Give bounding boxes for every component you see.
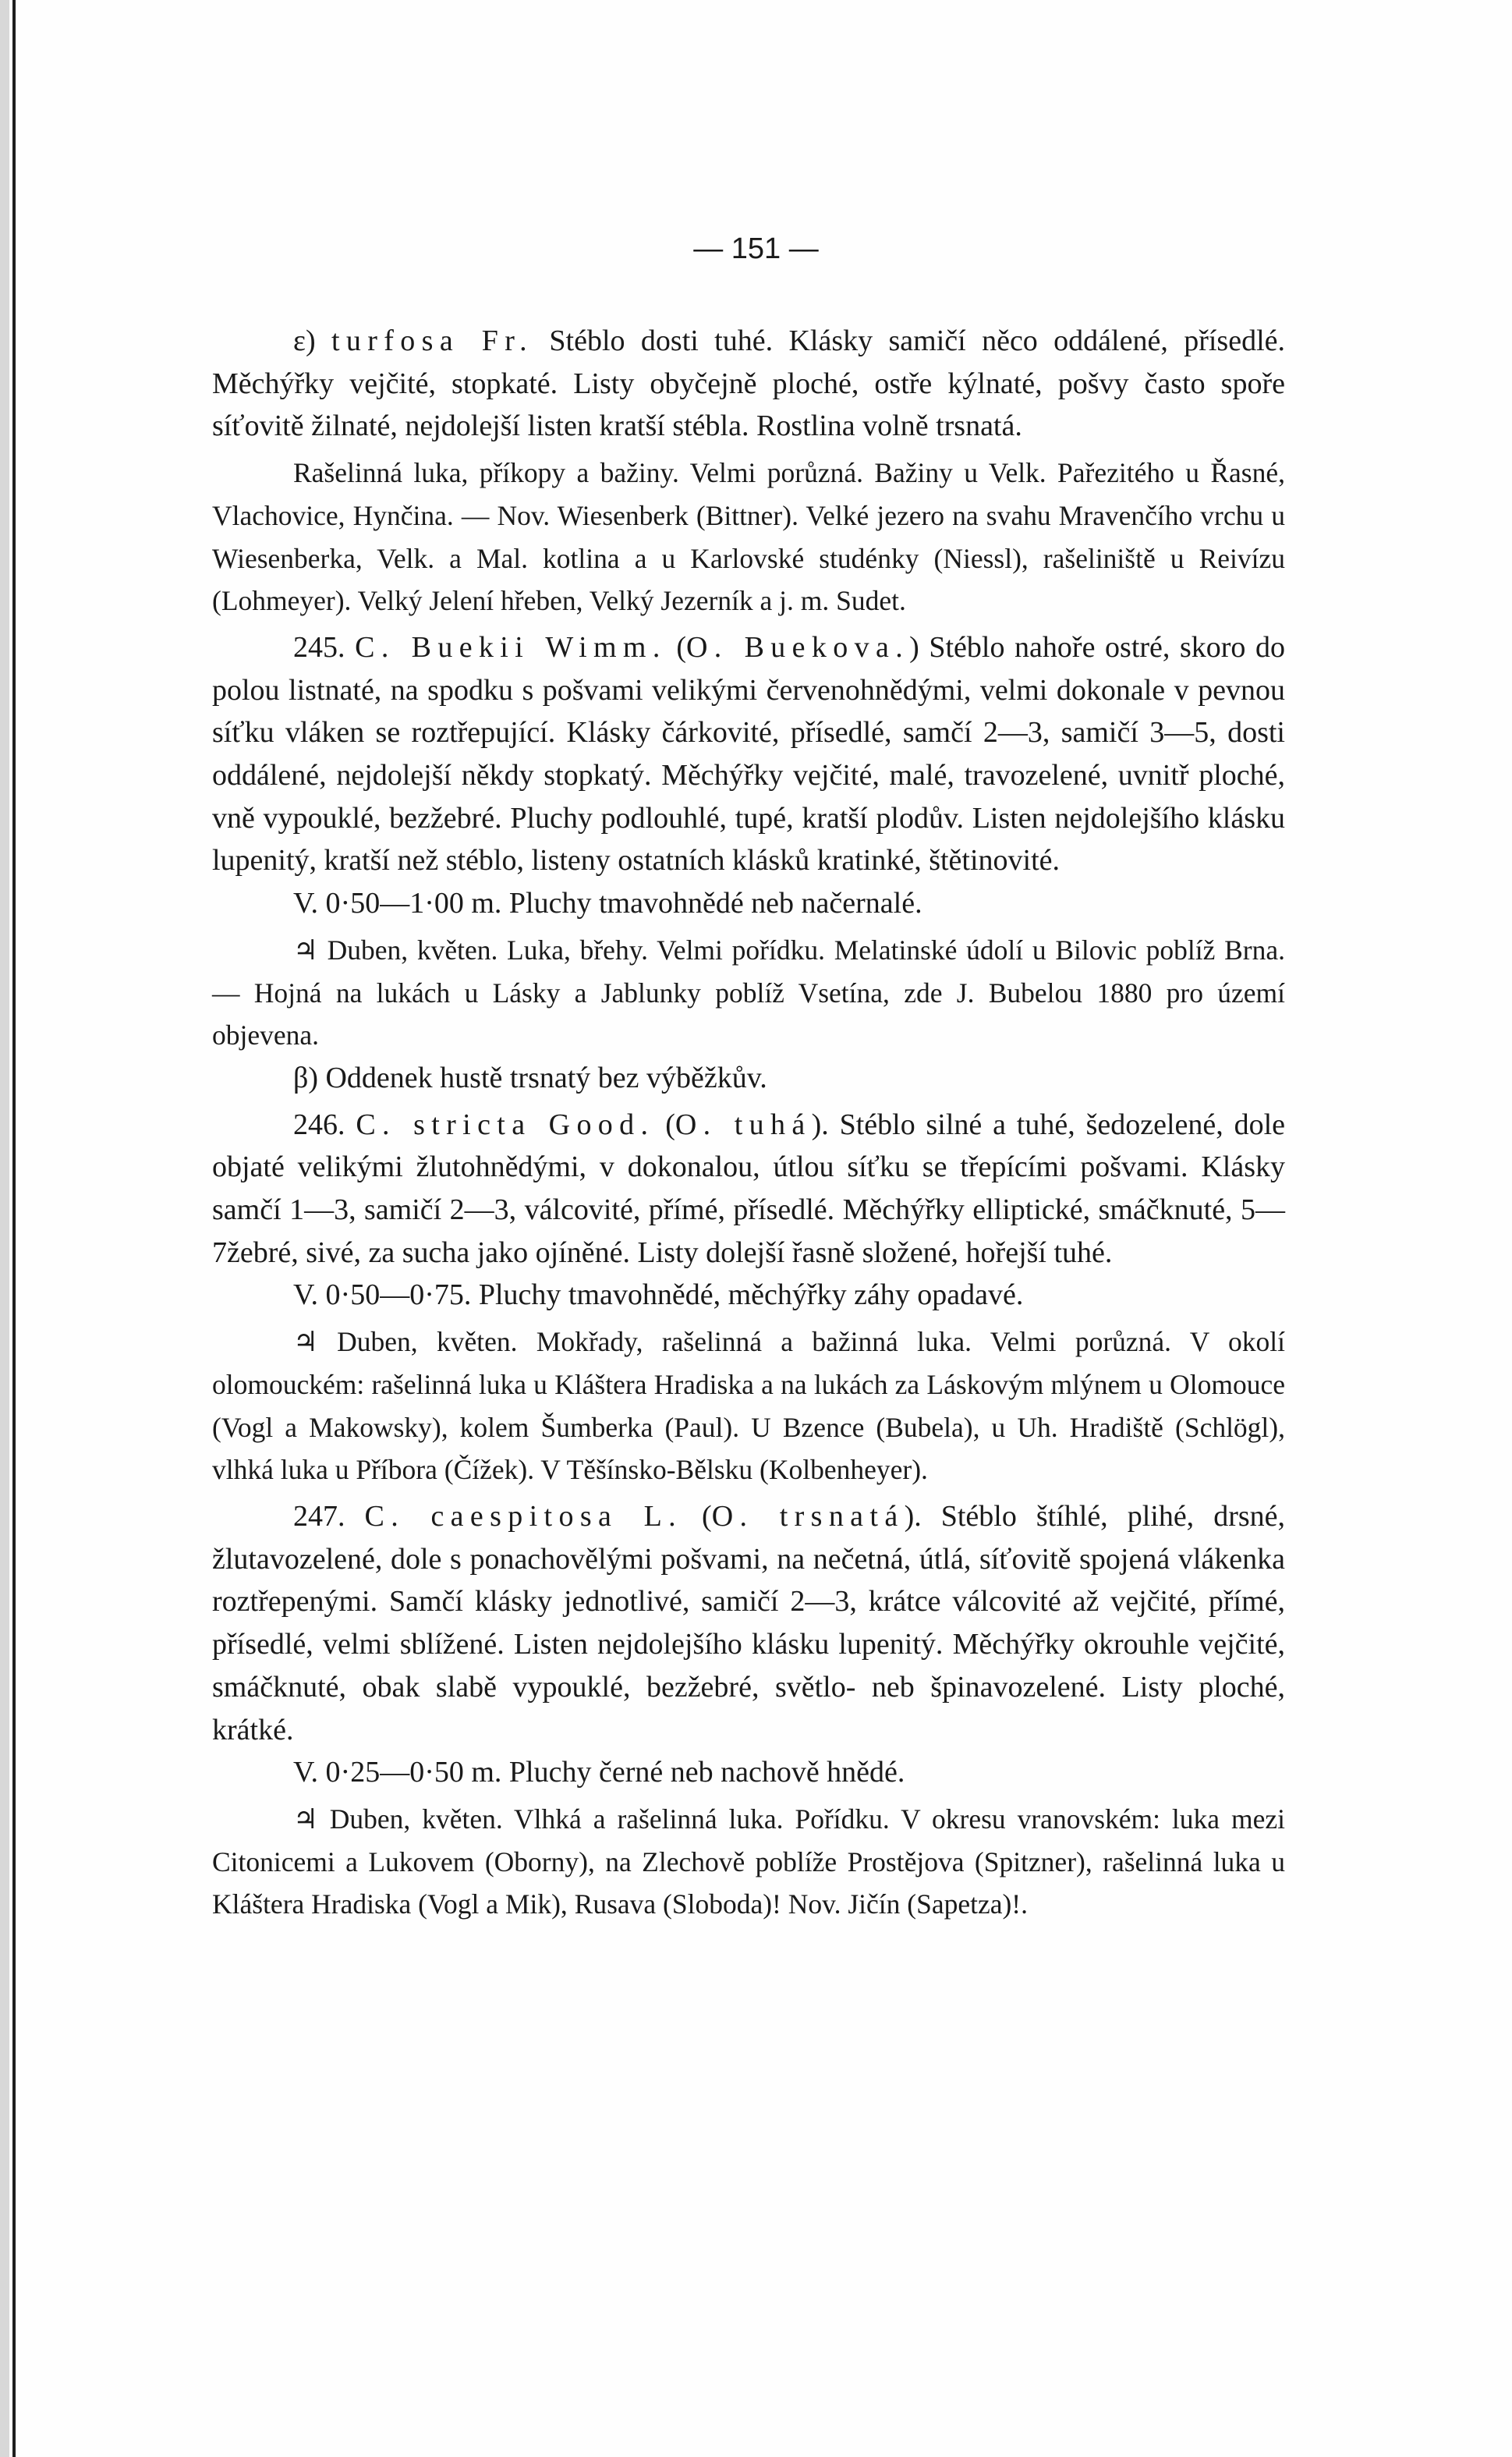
text-run: V. 0·25—0·50 m. Pluchy černé neb nachově hnědé. xyxy=(293,1756,905,1789)
text-run: ♃ Duben, květen. Vlhká a rašelinná luka. Pořídku. V okresu vranovském: luka mezi Citonicemi a Lukovem (Oborny), na Zlechově poblíže Prostějova (Spitzner), rašelinná luka u Kláštera Hradiska (Vogl a Mik), Rusava (Sloboda)! Nov. Jičín (Sapetza)!. xyxy=(212,1803,1285,1920)
text-run: ( xyxy=(654,1108,675,1141)
page-edge-shadow xyxy=(0,0,9,2457)
species-name: C. Buekii Wimm. xyxy=(355,630,667,664)
paragraph-beta-heading xyxy=(212,1057,1285,1100)
paragraph-245-localities xyxy=(212,929,1285,1057)
page-body xyxy=(212,320,1285,1926)
paragraph-246-stricta xyxy=(212,1104,1285,1275)
paragraph-246-localities xyxy=(212,1321,1285,1491)
paragraph-245-buekii xyxy=(212,626,1285,882)
species-name: O. trsnatá xyxy=(711,1499,905,1533)
text-run: ( xyxy=(666,630,686,664)
text-run: 247. xyxy=(293,1499,365,1533)
page-number: — 151 — xyxy=(693,232,819,265)
paragraph-247-size xyxy=(212,1751,1285,1794)
text-run: ε) xyxy=(293,324,331,357)
species-name: O. Buekova. xyxy=(685,630,910,664)
text-run: ). Stéblo štíhlé, plihé, drsné, žlutavozelené, dole s ponachovělými pošvami, na nečetná, útlá, síťovitě spojená vlákenka roztřepenými. Samčí klásky jednotlivé, samičí 2—3, krátce válcovité až vejčité, přímé, přísedlé, velmi sblížené. Listen nejdolejšího klásku lupenitý. Měchýřky okrouhle vejčité, smáčknuté, obak slabě vypouklé, bezžebré, světlo- neb špinavozelené. Listy ploché, krátké. xyxy=(212,1499,1286,1746)
page-edge-line xyxy=(12,0,16,2457)
species-name: O. tuhá xyxy=(675,1108,812,1141)
text-run: 246. xyxy=(293,1108,356,1141)
text-run: ). Stéblo silné a tuhé, šedozelené, dole objaté velikými žlutohnědými, v dokonalou, útlou síťku se třepícími pošvami. Klásky samčí 1—3, samičí 2—3, válcovité, přímé, přísedlé. Měchýřky elliptické, smáčknuté, 5—7žebré, sivé, za sucha jako ojíněné. Listy dolejší řasně složené, hořejší tuhé. xyxy=(212,1108,1285,1269)
paragraph-245-size xyxy=(212,882,1285,925)
text-run: Rašelinná luka, příkopy a bažiny. Velmi porůzná. Bažiny u Velk. Pařezitého u Řasné, Vlachovice, Hynčina. — Nov. Wiesenberk (Bittner). Velké jezero na svahu Mravenčího vrchu u Wiesenberka, Velk. a Mal. kotlina a u Karlovské studénky (Niessl), rašeliniště u Reivízu (Lohmeyer). Velký Jelení hřeben, Velký Jezerník a j. m. Sudet. xyxy=(212,457,1285,617)
species-name: turfosa Fr. xyxy=(331,324,534,357)
text-run: V. 0·50—1·00 m. Pluchy tmavohnědé neb načernalé. xyxy=(293,887,922,920)
text-run: V. 0·50—0·75. Pluchy tmavohnědé, měchýřky záhy opadavé. xyxy=(293,1278,1024,1312)
text-run: ( xyxy=(682,1499,712,1533)
text-run: 245. xyxy=(293,630,356,664)
species-name: C. stricta Good. xyxy=(356,1108,655,1141)
text-run: ♃ Duben, květen. Luka, břehy. Velmi pořídku. Melatinské údolí u Bilovic poblíž Brna. — Hojná na lukách u Lásky a Jablunky poblíž Vsetína, zde J. Bubelou 1880 pro území objevena. xyxy=(212,934,1285,1051)
text-run: Stéblo dosti tuhé. Klásky samičí něco oddálené, přísedlé. Měchýřky vejčité, stopkaté. Listy obyčejně ploché, ostře kýlnaté, pošvy často spoře síťovitě žilnaté, nejdolejší listen kratší stébla. Rostlina volně trsnatá. xyxy=(212,324,1286,443)
paragraph-247-caespitosa xyxy=(212,1495,1285,1751)
text-run: ) Stéblo nahoře ostré, skoro do polou listnaté, na spodku s pošvami velikými červenohnědými, velmi dokonale v pevnou síťku vláken se roztřepující. Klásky čárkovité, přísedlé, samčí 2—3, samičí 3—5, dosti oddálené, nejdolejší někdy stopkatý. Měchýřky vejčité, malé, travozelené, uvnitř ploché, vně vypouklé, bezžebré. Pluchy podlouhlé, tupé, kratší plodův. Listen nejdolejšího klásku lupenitý, kratší než stéblo, listeny ostatních klásků kratinké, štětinovité. xyxy=(212,630,1286,878)
text-run: β) Oddenek hustě trsnatý bez výběžkův. xyxy=(293,1061,767,1094)
paragraph-turfosa xyxy=(212,320,1285,448)
paragraph-turfosa-localities xyxy=(212,452,1285,622)
species-name: C. caespitosa L. xyxy=(364,1499,683,1533)
paragraph-246-size xyxy=(212,1274,1285,1317)
text-run: ♃ Duben, květen. Mokřady, rašelinná a bažinná luka. Velmi porůzná. V okolí olomouckém: rašelinná luka u Kláštera Hradiska a na lukách za Láskovým mlýnem u Olomouce (Vogl a Makowsky), kolem Šumberka (Paul). U Bzence (Bubela), u Uh. Hradiště (Schlögl), vlhká luka u Příbora (Čížek). V Těšínsko-Bělsku (Kolbenheyer). xyxy=(212,1326,1285,1486)
paragraph-247-localities xyxy=(212,1798,1285,1926)
